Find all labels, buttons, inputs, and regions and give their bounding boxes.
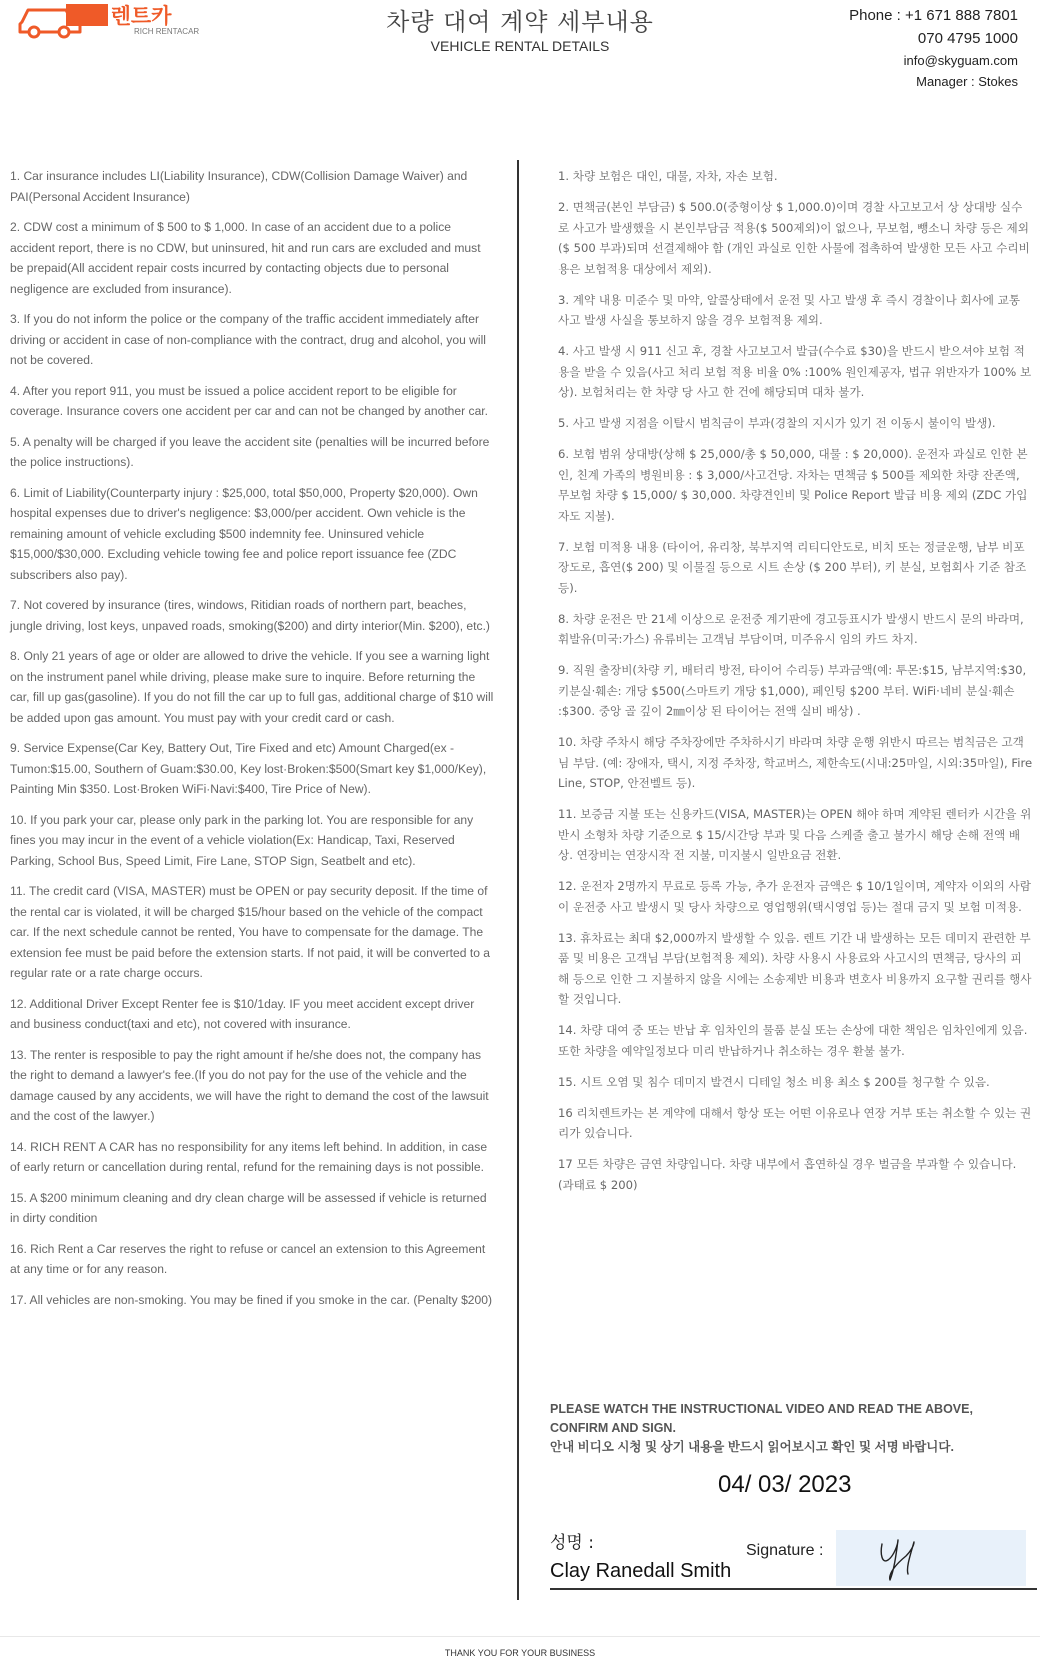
term-ko-14: 14. 차량 대여 중 또는 반납 후 임차인의 물품 분실 또는 손상에 대한 책임은 임차인에게 있음. 또한 차량을 예약일정보다 미리 반납하거나 취소하는 경우 환불 불가. <box>558 1023 1028 1058</box>
term-en-3: 3. If you do not inform the police or the company of the traffic accident immediately after driving or accident in case of non-compliance with the contract, drug and alcohol, you will not be covered. <box>10 312 486 367</box>
term-en-11: 11. The credit card (VISA, MASTER) must be OPEN or pay security deposit. If the time of the rental car is violated, it will be charged $15/hour based on the vehicle of the compact car. If the next schedule cannot be rented, You have to compensate for the damage. The extension fee must be paid before the extension starts. If not paid, it will be converted to a regular rate or a rate charge occurs. <box>10 884 491 980</box>
term-ko-8: 8. 차량 운전은 만 21세 이상으로 운전중 계기판에 경고등표시가 발생시 반드시 문의 바라며, 휘발유(미국:가스) 유류비는 고객님 부담이며, 미주유시 임의 카드 차지. <box>558 611 1024 646</box>
notice-line-2: CONFIRM AND SIGN. <box>550 1421 676 1435</box>
contact-manager: Manager : Stokes <box>916 74 1018 89</box>
renter-name: Clay Ranedall Smith <box>550 1560 732 1582</box>
term-en-16: 16. Rich Rent a Car reserves the right to refuse or cancel an extension to this Agreement at any time or for any reason. <box>10 1241 486 1276</box>
contract-date: 04/ 03/ 2023 <box>718 1471 852 1498</box>
term-en-6: 6. Limit of Liability(Counterparty injury : $25,000, total $50,000, Property $20,000). Own hospital expenses due to driver's negligence: $3,000/per accident. Own vehicle is the remaining amount of vehicle excluding $500 indemnity fee. Uninsured vehicle $15,000/$30,000. Excluding vehicle towing fee and police report issuance fee (ZDC subscribers also pay). <box>10 485 478 582</box>
term-ko-5: 5. 사고 발생 지점을 이탈시 범칙금이 부과(경찰의 지시가 있기 전 이동시 불이익 발생). <box>558 416 996 430</box>
term-ko-17: 17 모든 차량은 금연 차량입니다. 차량 내부에서 흡연하실 경우 벌금을 부과할 수 있습니다. (과태료 $ 200) <box>558 1157 1017 1192</box>
term-ko-16: 16 리치렌트카는 본 계약에 대해서 항상 또는 어떤 이유로나 연장 거부 또는 취소할 수 있는 권리가 있습니다. <box>558 1105 1032 1140</box>
term-en-8: 8. Only 21 years of age or older are allowed to drive the vehicle. If you see a warning light on the instrument panel while driving, please make sure to inquire. Before returning the car, fill up gas(gasoline). If you do not fill the car up to full gas, additional charge of $10 will be added upon gas amount. You must pay with your credit card or cash. <box>10 649 494 725</box>
company-logo <box>18 0 218 40</box>
term-en-15: 15. A $200 minimum cleaning and dry clean charge will be assessed if vehicle is returned in dirty condition <box>10 1190 487 1225</box>
signature-field[interactable] <box>836 1530 1026 1586</box>
logo-text-ko: 리치렌트카 <box>70 4 172 28</box>
term-ko-7: 7. 보험 미적용 내용 (타이어, 유리창, 북부지역 리티디안도로, 비치 또는 정글운행, 남부 비포장도로, 흡연($ 200) 및 이물질 등으로 시트 손상 ($ 200 부터), 키 분실, 보험회사 기준 참조 등). <box>558 539 1027 595</box>
handwritten-signature-icon <box>836 1530 1026 1586</box>
notice-line-1: PLEASE WATCH THE INSTRUCTIONAL VIDEO AND READ THE ABOVE, <box>550 1402 973 1416</box>
column-divider <box>517 160 519 1600</box>
term-en-10: 10. If you park your car, please only park in the parking lot. You are responsible for any fines you may incur in the event of a vehicle violation(Ex: Handicap, Taxi, Reserved Parking, School Bus, Speed Limit, Fire Lane, STOP Sign, Seatbelt and etc). <box>10 812 474 868</box>
terms-english <box>10 166 495 1320</box>
contact-block <box>849 4 1018 92</box>
term-ko-10: 10. 차량 주차시 해당 주차장에만 주차하시기 바라며 차량 운행 위반시 따르는 범칙금은 고객님 부담. (예: 장애자, 택시, 지정 주차장, 학교버스, 제한속도(시내:25마일, 시외:35마일), Fire Line, STOP, 안전벨트 등). <box>558 735 1033 790</box>
term-en-1: 1. Car insurance includes LI(Liability Insurance), CDW(Collision Damage Waiver) and PAI(Personal Accident Insurance) <box>10 169 468 204</box>
term-en-5: 5. A penalty will be charged if you leave the accident site (penalties will be incurred before the police instructions). <box>10 434 490 469</box>
contact-phone-primary: Phone : +1 671 888 7801 <box>849 7 1018 24</box>
term-ko-12: 12. 운전자 2명까지 무료로 등록 가능, 추가 운전자 금액은 $ 10/1일이며, 계약자 이외의 사람이 운전중 사고 발생시 및 당사 차량으로 영업행위(택시영업 등)는 절대 금지 및 보험 미적용. <box>558 879 1031 914</box>
sign-notice <box>550 1400 1020 1457</box>
footer-divider <box>0 1636 1040 1637</box>
page-title-en: VEHICLE RENTAL DETAILS <box>430 38 610 54</box>
term-en-9: 9. Service Expense(Car Key, Battery Out, Tire Fixed and etc) Amount Charged(ex -Tumon:$15.00, Southern of Guam:$30.00, Key lost·Broken:$500(Smart key $1,000/Key), Painting Min $350. Lost·Broken WiFi·Navi:$400, Tire Price of New). <box>10 741 487 796</box>
term-ko-13: 13. 휴차료는 최대 $2,000까지 발생할 수 있음. 렌트 기간 내 발생하는 모든 데미지 관련한 부품 및 비용은 고객님 부담(보험적용 제외). 차량 사용시 사용료와 사고시의 면책금, 당사의 피해 등으로 인한 그 지불하지 않을 시에는 소송제반 비용과 변호사 비용까지 요구할 권리를 행사할 것입니다. <box>558 930 1032 1006</box>
page-title-ko: 차량 대여 계약 세부내용 <box>386 8 654 36</box>
term-ko-15: 15. 시트 오염 및 침수 데미지 발견시 디테일 청소 비용 최소 $ 200를 청구할 수 있음. <box>558 1074 990 1089</box>
term-en-13: 13. The renter is resposible to pay the right amount if he/she does not, the company has the right to demand a lawyer's fee.(If you do not pay for the use of the vehicle and the damage caused by any accidents, we will have the right to demand the cost of the lawsuit and the cost of the lawyer.) <box>10 1047 489 1123</box>
footer-text: THANK YOU FOR YOUR BUSINESS <box>444 1648 596 1658</box>
contact-phone-secondary: 070 4795 1000 <box>917 30 1018 47</box>
term-en-12: 12. Additional Driver Except Renter fee is $10/1day. IF you meet accident except driver and business conduct(taxi and etc), not covered with insurance. <box>10 996 475 1031</box>
term-ko-4: 4. 사고 발생 시 911 신고 후, 경찰 사고보고서 발급(수수료 $30)을 반드시 받으셔야 보험 적용을 받을 수 있음(사고 처리 보험 적용 비율 0% :100% 원인제공자, 법규 위반자가 100% 보상). 보험처리는 한 차량 당 사고 한 건에 해당되며 대차 불가. <box>558 344 1032 399</box>
term-ko-3: 3. 계약 내용 미준수 및 마약, 알콜상태에서 운전 및 사고 발생 후 즉시 경찰이나 회사에 교통 사고 발생 사실을 통보하지 않을 경우 보험적용 제외. <box>558 292 1021 327</box>
term-en-17: 17. All vehicles are non-smoking. You may be fined if you smoke in the car. (Penalty $200) <box>10 1292 493 1307</box>
term-ko-1: 1. 차량 보험은 대인, 대물, 자차, 자손 보험. <box>558 169 778 183</box>
term-en-14: 14. RICH RENT A CAR has no responsibility for any items left behind. In addition, in case of early return or cancellation during rental, refund for the remaining days is not possible. <box>10 1139 488 1174</box>
term-ko-6: 6. 보험 범위 상대방(상해 $ 25,000/총 $ 50,000, 대물 : $ 20,000). 운전자 과실로 인한 본인, 친계 가족의 병원비용 : $ 3,000/사고건당. 자차는 면책금 $ 500를 제외한 차량 잔존액, 무보험 차량 $ 15,000/ $ 30,000. 차량견인비 및 Police Report 발급 비용 제외 (ZDC 가입자도 지불). <box>558 447 1028 523</box>
contact-email: info@skyguam.com <box>903 53 1018 68</box>
logo-text-en: RICH RENTACAR <box>134 27 200 36</box>
signature-label: Signature : <box>746 1542 824 1559</box>
name-underline <box>550 1588 1037 1590</box>
term-en-7: 7. Not covered by insurance (tires, windows, Ritidian roads of northern part, beaches, jungle driving, lost keys, unpaved roads, smoking($200) and dirty interior(Min. $200), etc.) <box>10 598 490 633</box>
term-ko-2: 2. 면책금(본인 부담금) $ 500.0(중형이상 $ 1,000.0)이며 경찰 사고보고서 상 상대방 실수로 사고가 발생했을 시 본인부담금 적용($ 500제외)이 없으나, 무보험, 뺑소니 차량 등은 제외($ 500 부과)되며 선결제해야 함 (개인 과실로 인한 사물에 접촉하여 발생한 모든 사고 수리비용은 보험적용 대상에서 제외). <box>558 200 1030 276</box>
term-en-4: 4. After you report 911, you must be issued a police accident report to be eligible for coverage. Insurance covers one accident per car and can not be changed by another car. <box>10 383 489 418</box>
term-ko-9: 9. 직원 출장비(차량 키, 배터리 방전, 타이어 수리등) 부과금액(예: 투몬:$15, 남부지역:$30, 키분실·훼손: 개당 $500(스마트키 개당 $1,000), 페인팅 $200 부터. WiFi·네비 분실·훼손 :$300. 중앙 골 깊이 2㎜이상 된 타이어는 전액 실비 배상) . <box>558 663 1027 718</box>
name-label: 성명 : <box>550 1533 594 1553</box>
term-ko-11: 11. 보증금 지불 또는 신용카드(VISA, MASTER)는 OPEN 해야 하며 계약된 렌터카 시간을 위반시 소형차 차량 기준으로 $ 15/시간당 부과 및 다음 스케줄 출고 불가시 해당 손해 전액 배상. 연장비는 연장시작 전 지불, 미지불시 일반요금 전환. <box>558 807 1032 862</box>
term-en-2: 2. CDW cost a minimum of $ 500 to $ 1,000. In case of an accident due to a police accident report, there is no CDW, but uninsured, hit and run cars are excluded and must be prepaid(All accident repair costs incurred by contacting objects due to personal negligence are excluded from insurance). <box>10 220 481 296</box>
terms-korean <box>558 166 1033 1206</box>
notice-line-3: 안내 비디오 시청 및 상기 내용을 반드시 읽어보시고 확인 및 서명 바랍니다. <box>550 1440 954 1454</box>
